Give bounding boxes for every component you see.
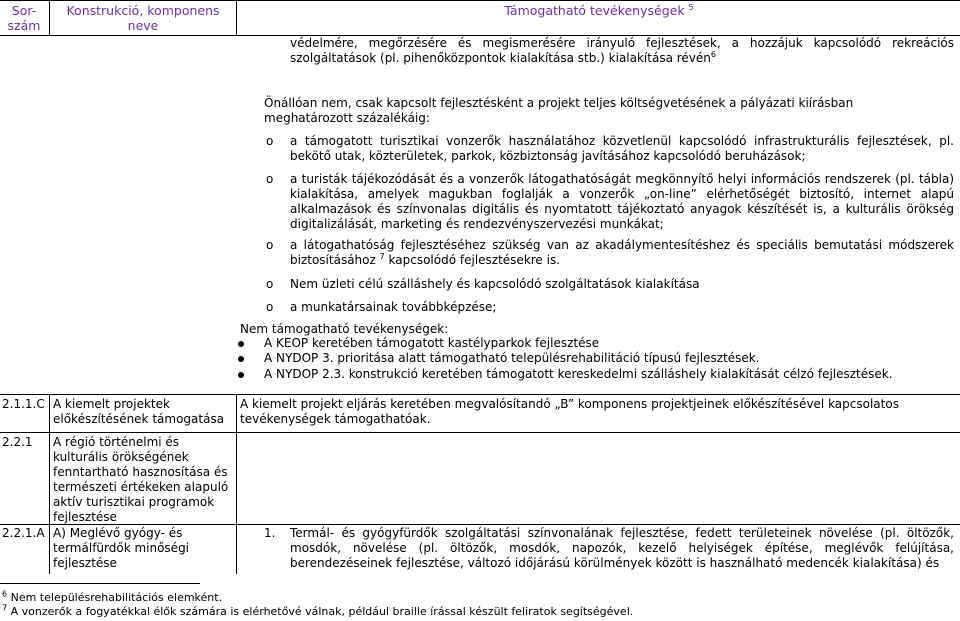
not-supported-item-2: A NYDOP 3. prioritása alatt támogatható településrehabilitáció típusú fejlesztések. — [264, 351, 760, 365]
col-divider-2 — [236, 0, 237, 36]
sub-item-marker-1: o — [266, 134, 274, 148]
row-2-top-border — [0, 432, 960, 433]
row-1-top-border — [0, 394, 960, 395]
body-col-divider-2 — [236, 394, 237, 574]
row-3-number: 2.2.1.A — [2, 526, 45, 540]
header-top-border — [0, 0, 960, 1]
header-activities-label: Támogatható tevékenységek — [504, 3, 685, 18]
row-3-activity-number: 1. — [264, 526, 276, 540]
footnote-separator — [0, 583, 200, 584]
footnote-6 — [2, 590, 902, 605]
sub-item-2: a turisták tájékozódását és a vonzerők látogathatóságát megkönnyítő helyi információs rendszerek (pl. tábla) kialakítása, amelyek magukban foglalják a vonzerők „on-line” elérhetőségét biztosító, internet alapú alkalmazások és színvonalas digitális és nyomtatott tájékoztató anyagok készítését is, a kulturális örökség digitalizálását, marketing és rendezvényszervezési munkákat; — [290, 172, 954, 231]
row-2-number: 2.2.1 — [2, 435, 33, 449]
not-supported-bullet-3 — [238, 372, 244, 378]
footnote-6-text: Nem településrehabilitációs elemként. — [10, 591, 223, 604]
footnote-7-mark: 7 — [2, 603, 8, 613]
row-3-top-border — [0, 524, 960, 525]
row-1-name: A kiemelt projektek előkészítésének támogatása — [53, 397, 225, 426]
not-supported-item-1: A KEOP keretében támogatott kastélyparkok fejlesztése — [264, 336, 600, 350]
sub-item-1: a támogatott turisztikai vonzerők használatához közvetlenül kapcsolódó infrastrukturális fejlesztések, pl. bekötő utak, közterületek, parkok, közbiztonság javításához kapcsolódó beruházások; — [290, 134, 954, 163]
not-supported-item-3: A NYDOP 2.3. konstrukció keretében támogatott kereskedelmi szálláshely kialakítását célzó fejlesztések. — [264, 367, 893, 381]
body-col-divider-1 — [49, 394, 50, 574]
sub-item-marker-5: o — [266, 300, 274, 314]
header-col-name-line1: Konstrukció, komponens — [66, 3, 220, 18]
top-text-line1: védelmére, megőrzésére és megismerésére irányuló fejlesztések, a hozzájuk kapcsolódó rekreációs — [290, 36, 954, 50]
top-text-line2 — [290, 51, 954, 66]
footnote-6-mark: 6 — [2, 589, 8, 599]
footnote-7 — [2, 604, 952, 619]
intro-paragraph: Önállóan nem, csak kapcsolt fejlesztésként a projekt teljes költségvetésének a pályázati kiírásban meghatározott százalékáig: — [264, 96, 854, 125]
sub-item-3 — [290, 238, 954, 268]
col-divider-1 — [49, 0, 50, 36]
row-3-name: A) Meglévő gyógy- és termálfürdők minőségi fejlesztése — [53, 526, 190, 570]
row-1-number: 2.1.1.C — [2, 397, 45, 411]
sub-item-4: Nem üzleti célú szálláshely és kapcsolódó szolgáltatások kialakítása — [290, 277, 700, 291]
not-supported-title: Nem támogatható tevékenységek: — [240, 322, 449, 336]
row-1-activity: A kiemelt projekt eljárás keretében megvalósítandó „B” komponens projektjeinek előkészítésével kapcsolatos tevékenységek támogathatóak. — [240, 397, 899, 426]
header-col-num-line2: szám — [7, 18, 41, 33]
not-supported-bullet-1 — [238, 341, 244, 347]
row-3-activity: Termál- és gyógyfürdők szolgáltatási színvonalának fejlesztése, fedett területeinek növelése (pl. öltözők, mosdók, növelése (pl. öltözők, mosdók, napozók, kezelő helyiségek építése, meglévők felújítása, berendezéseinek fejlesztése, változó időjárású körülmények között is használható medencék kialakítása) és — [290, 526, 954, 570]
sub-item-5: a munkatársainak továbbképzése; — [290, 300, 497, 314]
sub-item-marker-3: o — [266, 238, 274, 252]
sub-item-marker-2: o — [266, 172, 274, 186]
top-text-line2-text: szolgáltatások (pl. pihenőközpontok kialakítása stb.) kialakítása révén — [290, 51, 711, 65]
header-col-num — [0, 3, 48, 33]
sub-item-3-text-a: a látogathatóság fejlesztéséhez szükség van az akadálymentesítéshez és speciális bemutatási módszerek biztosításához — [290, 238, 954, 267]
header-col-name-line2: neve — [127, 18, 159, 33]
not-supported-bullet-2 — [238, 356, 244, 362]
header-col-name — [50, 3, 236, 33]
header-col-activities — [238, 3, 960, 18]
footnote-7-text: A vonzerők a fogyatékkal élők számára is elérhetővé válnak, például braille írással készült feliratok segítségével. — [10, 605, 634, 618]
footnote-ref-7: 7 — [379, 252, 385, 261]
row-2-name: A régió történelmi és kulturális örökségének fenntartható hasznosítása és természeti értékeken alapuló aktív turisztikai programok fejlesztése — [53, 435, 229, 524]
header-activities-sup: 5 — [688, 2, 694, 12]
footnote-ref-6: 6 — [710, 50, 716, 59]
sub-item-3-text-b: kapcsolódó fejlesztésekre is. — [384, 253, 561, 267]
header-col-num-line1: Sor- — [11, 3, 37, 18]
sub-item-marker-4: o — [266, 277, 274, 291]
